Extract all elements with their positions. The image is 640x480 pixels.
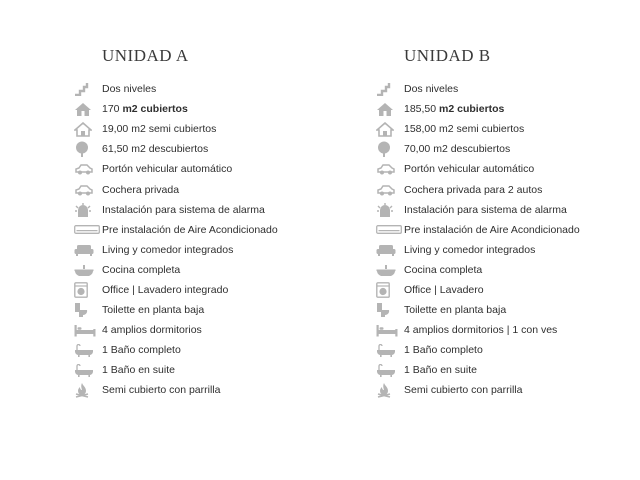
feature-label: Cocina completa: [102, 263, 181, 276]
feature-item: [74, 260, 374, 280]
feature-item: [376, 280, 640, 300]
feature-label: Cochera privada: [102, 183, 180, 196]
car-icon: [74, 161, 100, 177]
feature-label: Portón vehicular automático: [102, 163, 233, 176]
feature-label: Instalación para sistema de alarma: [404, 203, 567, 216]
house-icon: [74, 101, 100, 117]
feature-label: Cocina completa: [404, 263, 483, 276]
feature-label: Semi cubierto con parrilla: [102, 384, 221, 397]
feature-label: 4 amplios dormitorios: [102, 324, 202, 337]
feature-label: 1 Baño completo: [102, 344, 181, 357]
feature-item: [376, 200, 640, 220]
tree-icon: [376, 141, 402, 157]
toilet-icon: [376, 302, 402, 318]
feature-item: [376, 300, 640, 320]
feature-label: Dos niveles: [102, 83, 157, 96]
washing-machine-icon: [376, 282, 402, 298]
feature-item: [74, 139, 374, 159]
feature-item: [376, 340, 640, 360]
feature-label: 170 m2 cubiertos: [102, 103, 188, 116]
unit-b-title: UNIDAD B: [404, 46, 491, 65]
feature-item: [74, 119, 374, 139]
bathtub-icon: [376, 362, 402, 378]
feature-item: [376, 99, 640, 119]
feature-item: [74, 320, 374, 340]
feature-label: 4 amplios dormitorios | 1 con ves: [404, 324, 558, 337]
house-outline-icon: [74, 121, 100, 137]
unit-b-feature-list: [376, 79, 640, 401]
tree-icon: [74, 141, 100, 157]
feature-label: 158,00 m2 semi cubiertos: [404, 123, 525, 136]
feature-item: [74, 99, 374, 119]
bed-icon: [376, 322, 402, 338]
unit-b-column: [376, 45, 640, 401]
unit-a-feature-list: [74, 79, 374, 401]
feature-label: 1 Baño en suite: [404, 364, 477, 377]
feature-item: [376, 380, 640, 400]
air-conditioner-icon: [74, 222, 100, 238]
feature-label: 19,00 m2 semi cubiertos: [102, 123, 217, 136]
feature-label: 1 Baño en suite: [102, 364, 175, 377]
feature-label: 61,50 m2 descubiertos: [102, 143, 209, 156]
feature-item: [376, 360, 640, 380]
feature-label: Living y comedor integrados: [404, 243, 536, 256]
feature-item: [74, 300, 374, 320]
feature-item: [74, 179, 374, 199]
feature-label: Pre instalación de Aire Acondicionado: [102, 223, 278, 236]
feature-item: [74, 280, 374, 300]
bathtub-icon: [74, 362, 100, 378]
feature-item: [74, 240, 374, 260]
feature-label: Dos niveles: [404, 83, 459, 96]
feature-label: Pre instalación de Aire Acondicionado: [404, 223, 580, 236]
feature-label: 70,00 m2 descubiertos: [404, 143, 511, 156]
feature-item: [376, 260, 640, 280]
feature-label: 1 Baño completo: [404, 344, 483, 357]
car-icon: [74, 182, 100, 198]
feature-item: [74, 159, 374, 179]
washing-machine-icon: [74, 282, 100, 298]
unit-a-column: [74, 45, 374, 401]
feature-label: Office | Lavadero: [404, 283, 484, 296]
air-conditioner-icon: [376, 222, 402, 238]
fire-icon: [74, 382, 100, 398]
toilet-icon: [74, 302, 100, 318]
feature-label: Toilette en planta baja: [102, 304, 205, 317]
feature-item: [74, 220, 374, 240]
car-icon: [376, 161, 402, 177]
feature-label: Toilette en planta baja: [404, 304, 507, 317]
car-icon: [376, 182, 402, 198]
feature-item: [74, 360, 374, 380]
sofa-icon: [74, 242, 100, 258]
feature-label: Instalación para sistema de alarma: [102, 203, 265, 216]
stairs-icon: [74, 81, 100, 97]
feature-item: [74, 380, 374, 400]
alarm-icon: [74, 202, 100, 218]
feature-label: Living y comedor integrados: [102, 243, 234, 256]
bathtub-icon: [376, 342, 402, 358]
fire-icon: [376, 382, 402, 398]
feature-item: [376, 159, 640, 179]
feature-label: 185,50 m2 cubiertos: [404, 103, 505, 116]
feature-item: [376, 240, 640, 260]
bed-icon: [74, 322, 100, 338]
feature-item: [376, 220, 640, 240]
bathtub-icon: [74, 342, 100, 358]
feature-item: [74, 340, 374, 360]
feature-item: [376, 179, 640, 199]
feature-label: Cochera privada para 2 autos: [404, 183, 543, 196]
feature-label: Portón vehicular automático: [404, 163, 535, 176]
alarm-icon: [376, 202, 402, 218]
feature-label: Semi cubierto con parrilla: [404, 384, 523, 397]
house-outline-icon: [376, 121, 402, 137]
feature-item: [376, 320, 640, 340]
dish-icon: [74, 262, 100, 278]
feature-label: Office | Lavadero integrado: [102, 283, 229, 296]
house-icon: [376, 101, 402, 117]
sofa-icon: [376, 242, 402, 258]
feature-item: [376, 139, 640, 159]
feature-item: [376, 119, 640, 139]
feature-item: [74, 200, 374, 220]
stairs-icon: [376, 81, 402, 97]
dish-icon: [376, 262, 402, 278]
feature-item: [376, 79, 640, 99]
unit-a-title: UNIDAD A: [102, 46, 189, 65]
feature-item: [74, 79, 374, 99]
